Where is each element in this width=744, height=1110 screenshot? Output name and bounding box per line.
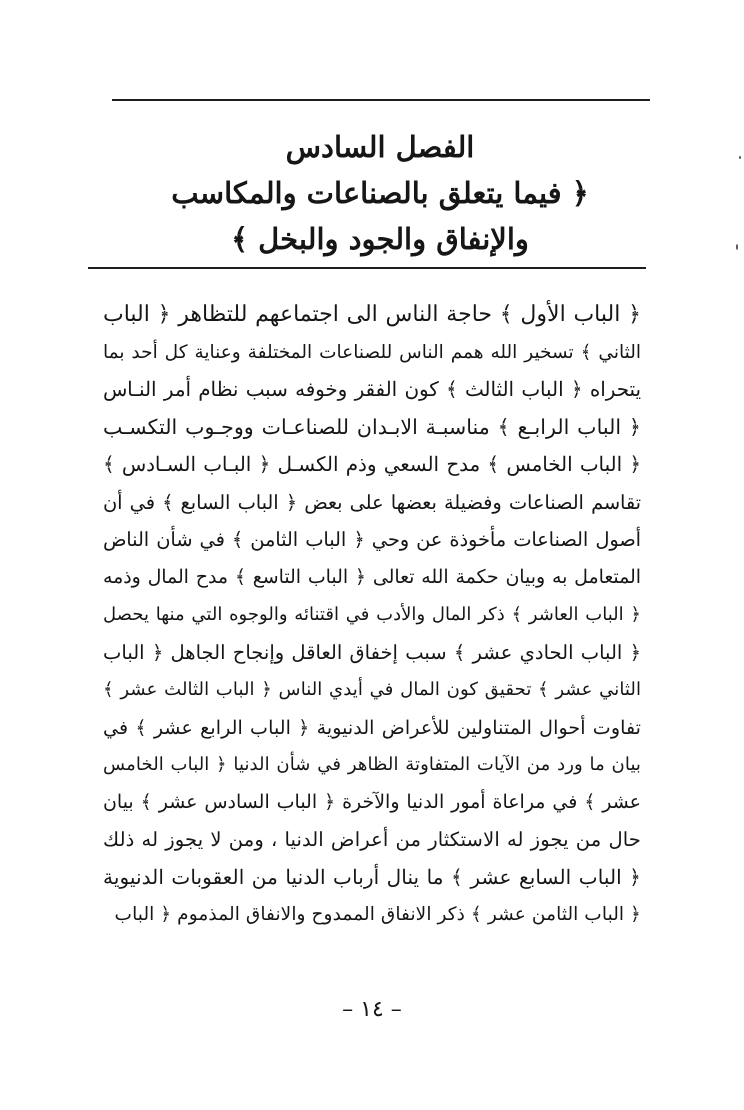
page-number: – ١٤ – <box>342 997 402 1022</box>
chapter-heading <box>100 124 660 262</box>
text-line: تفاوت أحوال المتناولين للأعراض الدنيوية ﴿ الباب الرابع عشر ﴾ في <box>103 715 641 739</box>
text-line: عشر ﴾ في مراعاة أمور الدنيا والآخرة ﴿ الباب السادس عشر ﴾ بيان <box>103 790 641 813</box>
scan-speck <box>739 156 741 159</box>
top-rule <box>112 99 650 101</box>
scan-speck <box>736 244 738 250</box>
text-line: ﴿ الباب الرابـع ﴾ مناسبـة الابـدان للصناعـات ووجـوب التكسـب <box>103 414 641 439</box>
text-line: ﴿ الباب الأول ﴾ حاجة الناس الى اجتماعهم للتظاهر ﴿ الباب <box>103 302 641 327</box>
text-line: الثاني ﴾ تسخير الله همم الناس للصناعات المختلفة وعناية كل أحد بما <box>103 341 641 363</box>
text-line: أصول الصناعات مأخوذة عن وحي ﴿ الباب الثامن ﴾ في شأن الناض <box>103 528 641 551</box>
text-line: ﴿ الباب السابع عشر ﴾ ما ينال أرباب الدنيا من العقوبات الدنيوية <box>103 864 641 889</box>
chapter-subtitle-line-1: ﴿ فيما يتعلق بالصناعات والمكاسب <box>171 176 589 210</box>
chapter-title: الفصل السادس <box>285 130 475 164</box>
contents-paragraph <box>103 296 641 934</box>
text-line: يتحراه ﴿ الباب الثالث ﴾ كون الفقر وخوفه سبب نظام أمر النـاس <box>103 378 641 401</box>
chapter-subtitle-line-2: والإنفاق والجود والبخل ﴾ <box>231 222 529 256</box>
text-line: ﴿ الباب الحادي عشر ﴾ سبب إخفاق العاقل وإنجاح الجاهل ﴿ الباب <box>103 640 641 664</box>
text-line: ﴿ الباب الخامس ﴾ مدح السعي وذم الكسـل ﴿ البـاب السـادس ﴾ <box>103 453 641 476</box>
text-line: حال من يجوز له الاستكثار من أعراض الدنيا ، ومن لا يجوز له ذلك <box>103 828 641 851</box>
text-line: تقاسم الصناعات وفضيلة بعضها على بعض ﴿ الباب السابع ﴾ في أن <box>103 490 641 514</box>
text-line: الثاني عشر ﴾ تحقيق كون المال في أيدي الناس ﴿ الباب الثالث عشر ﴾ <box>103 679 641 700</box>
text-line: بيان ما ورد من الآيات المتفاوتة الظاهر في شأن الدنيا ﴿ الباب الخامس <box>103 754 641 775</box>
heading-rule <box>88 267 646 269</box>
text-line: ﴿ الباب العاشر ﴾ ذكر المال والأدب في اقتنائه والوجوه التي منها يحصل <box>103 604 641 625</box>
text-line: المتعامل به وبيان حكمة الله تعالى ﴿ الباب التاسع ﴾ مدح المال وذمه <box>103 565 641 588</box>
text-line: ﴿ الباب الثامن عشر ﴾ ذكر الانفاق الممدوح والانفاق المذموم ﴿ الباب <box>114 904 641 925</box>
